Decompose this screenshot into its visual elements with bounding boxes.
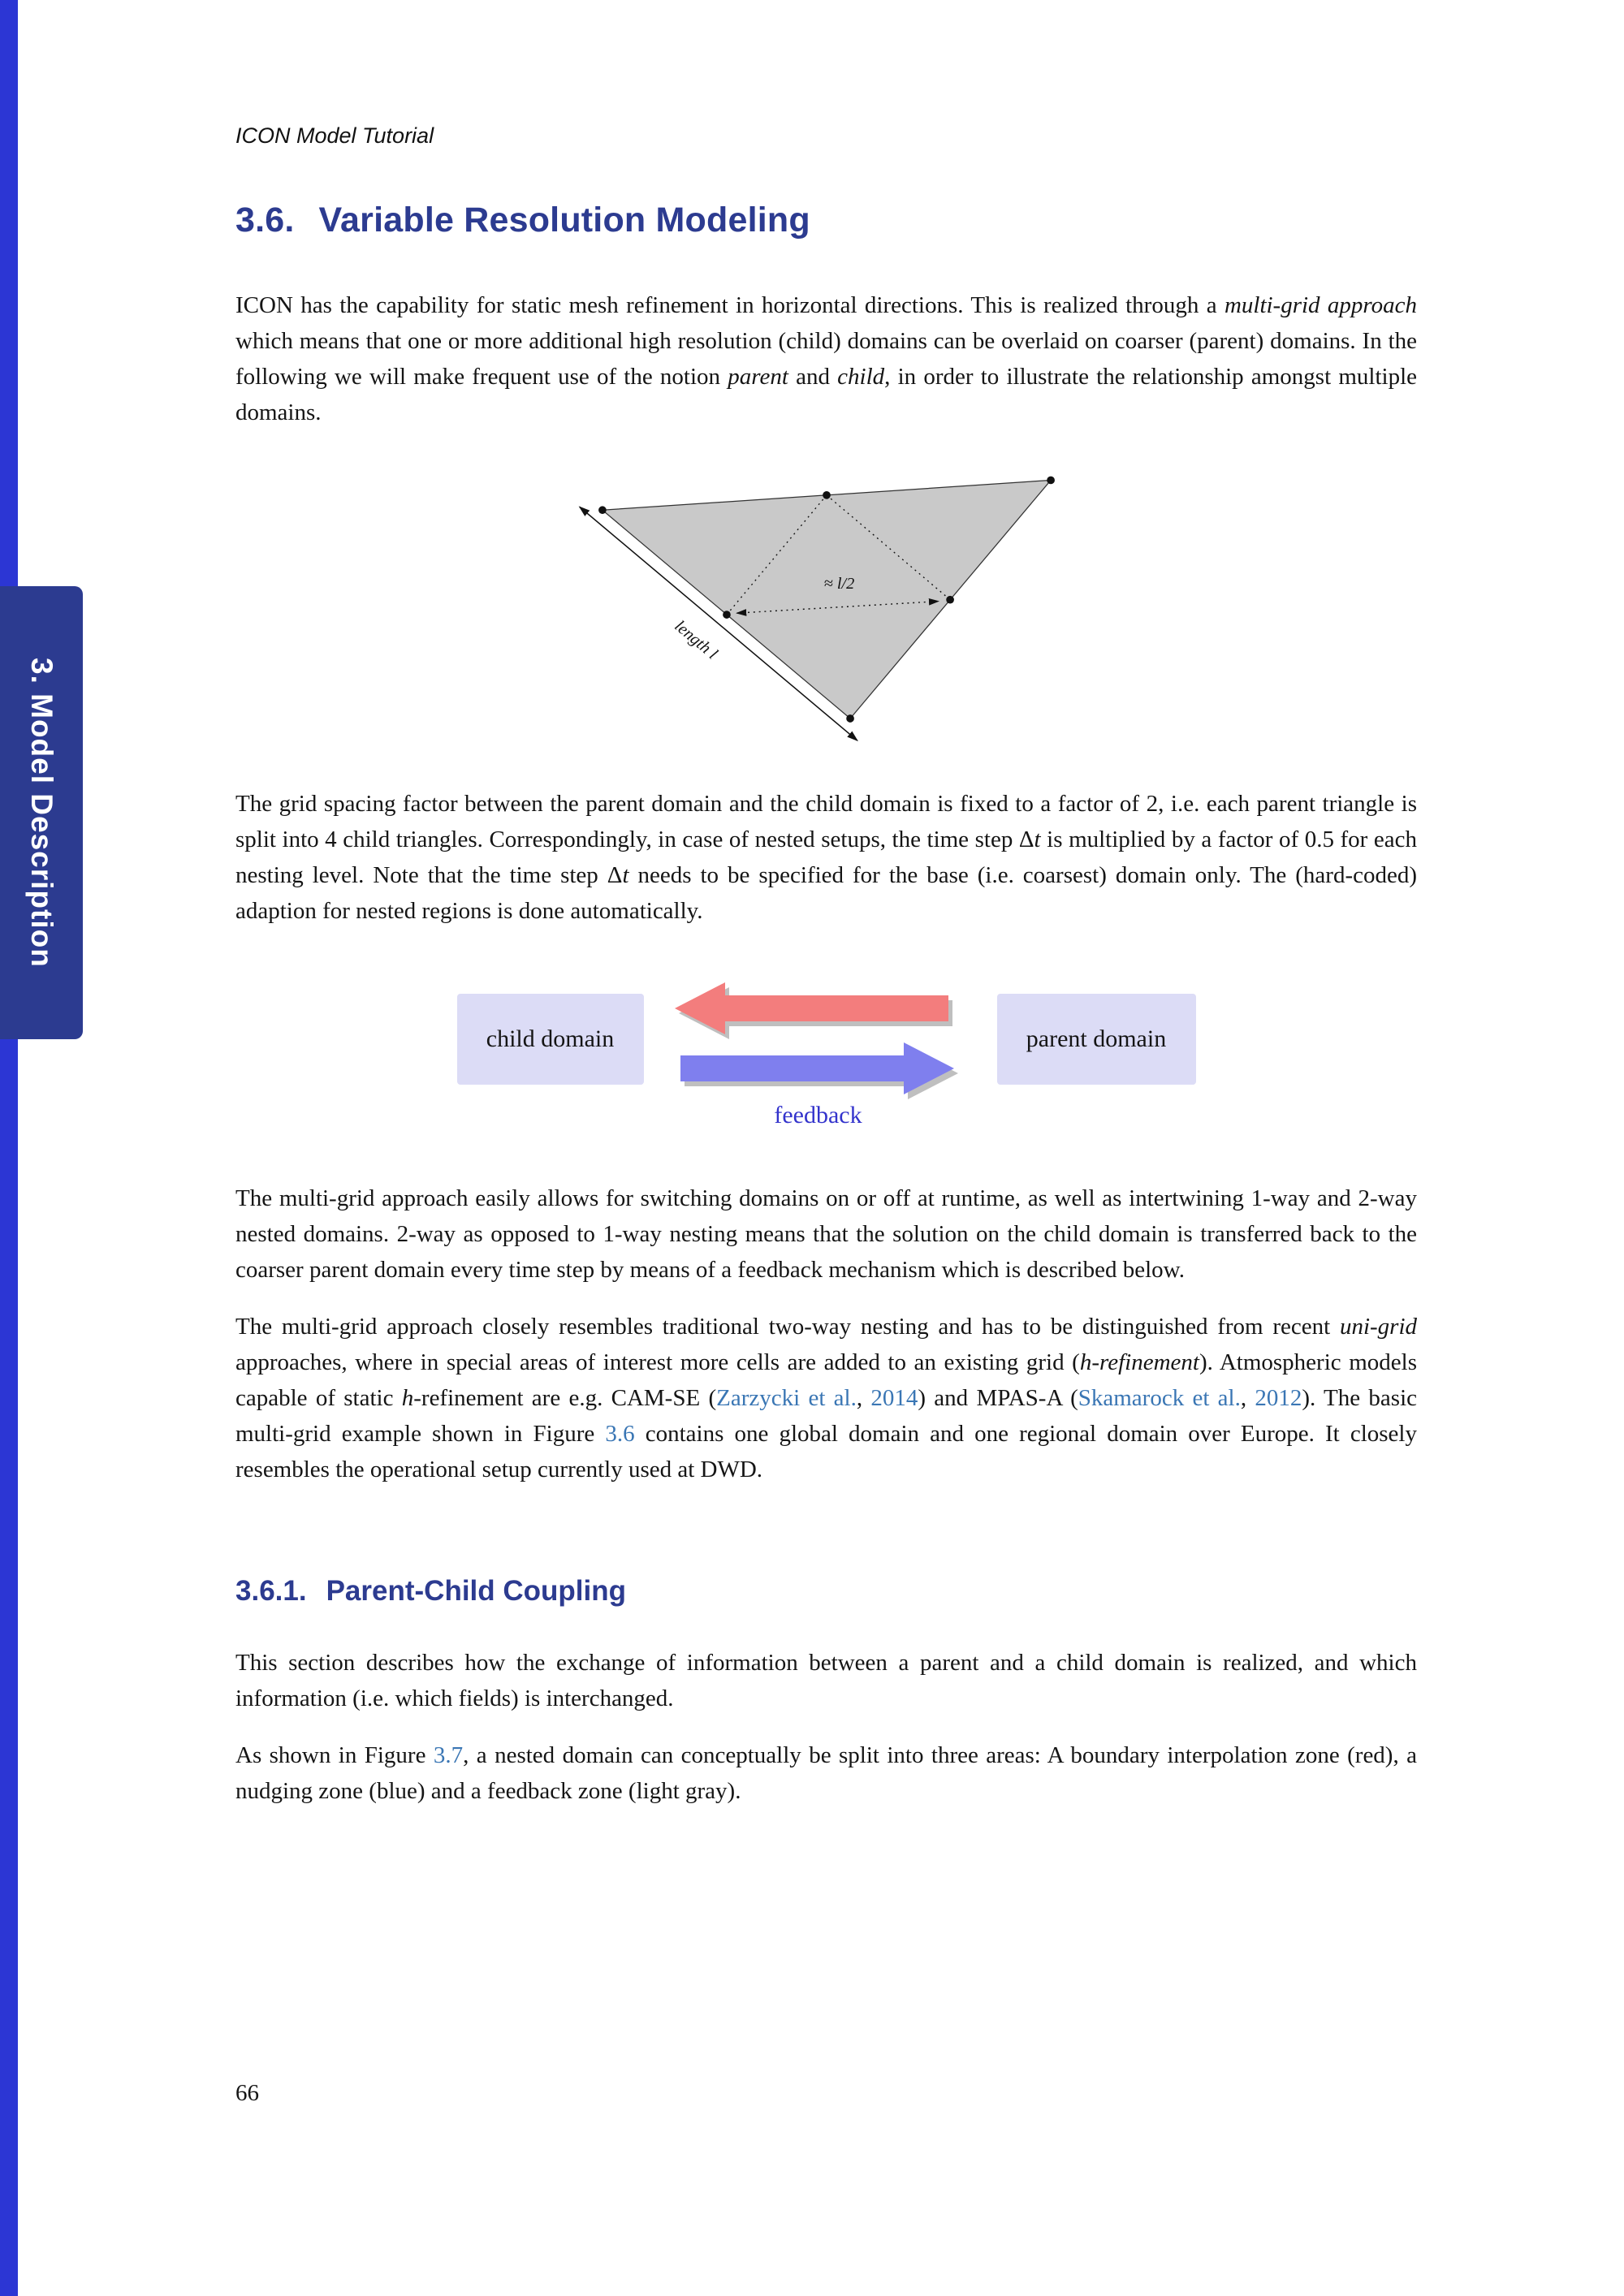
half-length-label: ≈ l/2: [823, 575, 854, 593]
text-run: ,: [1240, 1385, 1255, 1411]
paragraph-3: [235, 1180, 1417, 1288]
text-run: The multi-grid approach easily allows for switching domains on or off at runtime, as well as intertwining 1-way and 2-way nested domains. 2-way as opposed to 1-way nesting means that the solution on the child domain is transferred back to the coarser parent domain every time step by means of a feedback mechanism which is described below.: [235, 1185, 1417, 1283]
text-run: multi-grid approach: [1224, 292, 1417, 318]
text-run: and: [788, 364, 838, 390]
subsection-number: 3.6.1.: [235, 1575, 307, 1607]
paragraph-5: [235, 1645, 1417, 1716]
text-column: [235, 0, 1417, 1830]
vertex-dot: [598, 506, 607, 514]
citation-link[interactable]: Skamarock et al.: [1078, 1385, 1241, 1411]
paragraph-1: [235, 287, 1417, 430]
text-run: which means that one or more additional high resolution (child) domains can be overlaid on coarser (parent) domains. In the following we will make frequent use of the notion: [235, 328, 1417, 390]
text-run: ). Atmospheric models capable of static: [235, 1349, 1417, 1411]
text-run: , in order to illustrate the relationship amongst multiple domains.: [235, 364, 1417, 425]
section-title: Variable Resolution Modeling: [318, 201, 810, 240]
feedback-arrow: [680, 1042, 954, 1094]
left-edge-strip: [0, 0, 18, 2296]
text-run: ) and MPAS-A (: [918, 1385, 1078, 1411]
citation-year-link[interactable]: 2014: [870, 1385, 918, 1411]
edge-length-label: length l: [671, 617, 721, 663]
citation-year-link[interactable]: 2012: [1255, 1385, 1302, 1411]
edge-midpoint-dot: [823, 491, 831, 499]
section-number: 3.6.: [235, 201, 295, 240]
figure-reference-link[interactable]: 3.6: [605, 1421, 635, 1447]
subsection-title: Parent-Child Coupling: [326, 1575, 626, 1607]
text-run: h: [401, 1385, 414, 1411]
parent-domain-label: parent domain: [1026, 1025, 1167, 1052]
parent-domain-box: [997, 994, 1196, 1085]
figure-reference-link[interactable]: 3.7: [433, 1742, 464, 1768]
text-run: ). The basic multi-grid example shown in Figure: [235, 1385, 1418, 1447]
text-run: t: [1034, 826, 1041, 852]
edge-midpoint-dot: [723, 611, 731, 619]
text-run: parent: [728, 364, 788, 390]
paragraph-6: [235, 1737, 1417, 1809]
subsection-heading: [235, 1575, 1417, 1608]
triangle-figure-svg: [575, 463, 1078, 746]
text-run: child: [837, 364, 885, 390]
chapter-sidebar-tab[interactable]: [0, 586, 83, 1039]
parent-triangle: [602, 480, 1050, 719]
text-run: ICON has the capability for static mesh refinement in horizontal directions. This is realized through a: [235, 292, 1224, 318]
text-run: The multi-grid approach closely resembles traditional two-way nesting and has to be distinguished from recent: [235, 1314, 1340, 1340]
figure-feedback-diagram: [457, 976, 1196, 1138]
citation-link[interactable]: Zarzycki et al.: [716, 1385, 857, 1411]
paragraph-2: [235, 786, 1417, 929]
text-run: t: [622, 862, 629, 888]
child-domain-box: [457, 994, 644, 1085]
text-run: As shown in Figure: [235, 1742, 434, 1768]
page-number: 66: [235, 2080, 259, 2106]
parent-to-child-arrow: [675, 982, 948, 1034]
text-run: uni-grid: [1339, 1314, 1417, 1340]
text-run: h-refinement: [1079, 1349, 1199, 1375]
text-run: , a nested domain can conceptually be split into three areas: A boundary interpolation zone (red), a nudging zone (blue) and a feedback zone (light gray).: [235, 1742, 1418, 1804]
child-domain-label: child domain: [486, 1025, 615, 1052]
figure-triangle-refinement: [575, 463, 1078, 750]
text-run: needs to be specified for the base (i.e. coarsest) domain only. The (hard-coded) adaption for nested regions is done automatically.: [235, 862, 1417, 924]
edge-midpoint-dot: [946, 596, 954, 604]
text-run: ,: [856, 1385, 871, 1411]
text-run: -refinement are e.g. CAM-SE (: [413, 1385, 717, 1411]
vertex-dot: [1047, 477, 1055, 485]
section-heading: [235, 201, 1417, 240]
text-run: approaches, where in special areas of interest more cells are added to an existing grid (: [235, 1349, 1080, 1375]
running-header: ICON Model Tutorial: [235, 123, 434, 148]
text-run: contains one global domain and one regional domain over Europe. It closely resembles the operational setup currently used at DWD.: [235, 1421, 1417, 1482]
feedback-arrow-label: feedback: [774, 1102, 862, 1129]
text-run: This section describes how the exchange of information between a parent and a child domain is realized, and which information (i.e. which fields) is interchanged.: [235, 1650, 1417, 1711]
vertex-dot: [846, 714, 854, 723]
paragraph-4: [235, 1309, 1417, 1487]
chapter-tab-label: 3. Model Description: [25, 658, 58, 968]
text-run: The grid spacing factor between the parent domain and the child domain is fixed to a factor of 2, i.e. each parent triangle is split into 4 child triangles. Correspondingly, in case of nested setups, the time step Δ: [235, 791, 1417, 852]
text-run: is multiplied by a factor of 0.5 for each nesting level. Note that the time step Δ: [235, 826, 1417, 888]
